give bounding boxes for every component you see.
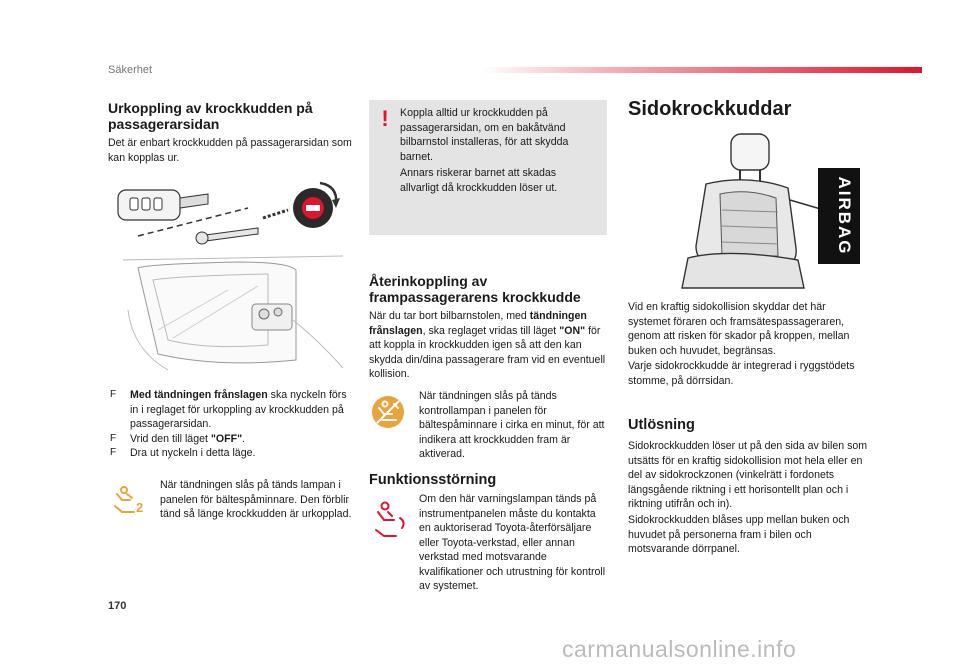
- step-item: F Med tändningen frånslagen ska nyckeln förs in i reglaget för urkoppling av krockkudden på passagerarsidan.: [110, 389, 347, 430]
- header-accent-bar: [480, 67, 922, 73]
- deployment-title: Utlösning: [628, 417, 695, 433]
- deactivation-title: Urkoppling av krockkudden på passagerarsidan: [108, 100, 313, 132]
- step-bullet-icon: F: [110, 447, 117, 458]
- warning-exclamation-icon: !: [381, 106, 389, 131]
- malfunction-title: Funktionsstörning: [369, 472, 497, 488]
- passenger-airbag-off-icon: [112, 484, 148, 516]
- warning-text-2: Annars riskerar barnet att skadas allvarligt då krockkudden löser ut.: [400, 167, 558, 194]
- side-airbags-location: Varje sidokrockkudde är integrerad i ryggstödets stomme, på dörrsidan.: [628, 360, 855, 387]
- key-switch-illustration: [108, 178, 358, 248]
- side-airbags-title: Sidokrockkuddar: [628, 98, 792, 120]
- reactivation-text: När du tar bort bilbarnstolen, med tändningen frånslagen, ska reglaget vridas till läget "ON" för att koppla in krockkudden igen så att den kan skydda din/dina passagerare fram vid en eventuell kollision.: [369, 310, 606, 380]
- airbag-warning-icon: [372, 500, 412, 538]
- warning-text-1: Koppla alltid ur krockkudden på passagerarsidan, om en bakåtvänd bilbarnstol installeras, för att skydda barnet.: [400, 107, 569, 163]
- passenger-airbag-on-icon: [370, 394, 406, 430]
- deactivation-intro: Det är enbart krockkudden på passagerarsidan som kan kopplas ur.: [108, 137, 352, 164]
- deployment-text-1: Sidokrockkudden löser ut på den sida av bilen som utsätts för en kraftig sidokollision mot hela eller en del av sidokrockzonen (vinkelrätt i fordonets längsgående riktning i ett horisontellt plan och i riktning utifrån och in).: [628, 440, 868, 510]
- page-number: 170: [108, 600, 127, 612]
- malfunction-note: Om den här varningslampan tänds på instrumentpanelen måste du kontakta en auktoriserad Toyota-återförsäljare eller Toyota-verkstad, eller annan verkstad med motsvarande kvalifikationer och utrustning för kontroll av systemet.: [419, 493, 606, 592]
- deployment-text-2: Sidokrockkudden blåses upp mellan buken och huvudet på personerna fram i bilen och motsvarande dörrpanel.: [628, 514, 850, 555]
- watermark: carmanualsonline.info: [562, 636, 797, 662]
- airbag-label: AIRBAG: [835, 176, 854, 256]
- step-bullet-icon: F: [110, 389, 117, 400]
- deactivation-indicator-note: När tändningen slås på tänds lampan i panelen för bältespåminnare. Den förblir tänd så länge krockkudden är urkopplad.: [160, 479, 352, 520]
- reactivation-title: Återinkoppling av frampassagerarens krockkudde: [369, 273, 581, 305]
- section-label: Säkerhet: [108, 64, 153, 76]
- step-bullet-icon: F: [110, 432, 117, 444]
- side-airbags-intro: Vid en kraftig sidokollision skyddar det här systemet föraren och framsätespassageraren, genom att risken för skador på kroppen, mellan buken och huvudet, begränsas.: [628, 301, 850, 357]
- glovebox-illustration: [118, 250, 348, 375]
- reactivation-indicator-note: När tändningen slås på tänds kontrollampan i panelen för bältespåminnare i cirka en minut, för att indikera att krockkudden fram är aktiverad.: [419, 390, 605, 460]
- deactivation-steps: [108, 388, 353, 461]
- svg-text:2: 2: [136, 500, 144, 515]
- step-item: F Dra ut nyckeln i detta läge.: [110, 447, 256, 459]
- seat-illustration: [628, 128, 878, 293]
- step-item: F Vrid den till läget "OFF".: [110, 432, 246, 445]
